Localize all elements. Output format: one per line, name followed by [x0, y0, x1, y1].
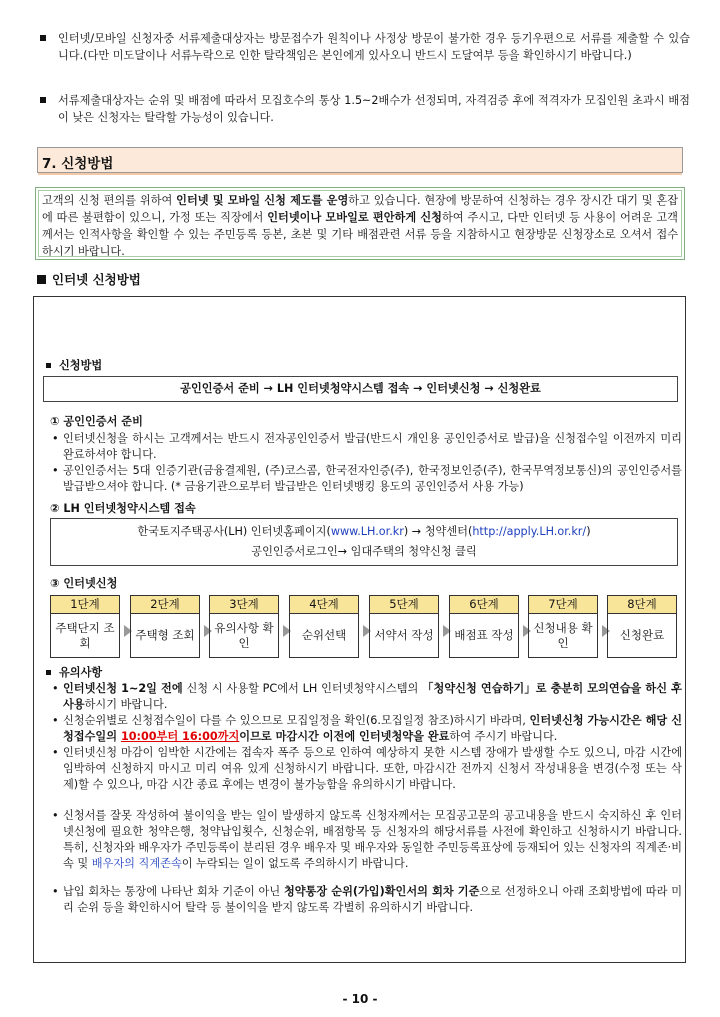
note-2: • 신청순위별로 신청접수일이 다를 수 있으므로 모집일정을 확인(6.모집일정 참조)하시기 바라며, 인터넷신청 가능시간은 해당 신청접수일의 10:00부터 16:00까지이므로 마감시간 이전에 인터넷청약을 완료하여 주시기 바랍니다. [52, 714, 683, 743]
square-bullet-icon [37, 275, 46, 284]
step-7: 7단계 신청내용 확인 [528, 595, 598, 658]
top-bullet-1: 인터넷/모바일 신청자중 서류제출대상자는 방문접수가 원칙이나 사정상 방문이 불가한 경우 등기우편으로 서류를 제출할 수 있습니다.(다만 미도달이나 서류누락으로 인한 탈락책임은 본인에게 있사오니 반드시 도달여부 등을 확인하시기 바랍니다.) [40, 30, 690, 64]
process-flow-box: 공인인증서 준비 → LH 인터넷청약시스템 접속 → 인터넷신청 → 신청완료 [43, 376, 678, 402]
step-4: 4단계 순위선택 [289, 595, 359, 658]
lh-access-box: 한국토지주택공사(LH) 인터넷홈페이지(www.LH.or.kr) → 청약센터(http://apply.LH.or.kr/) 공인인증서로그인→ 임대주택의 청약신청 클릭 [50, 518, 678, 566]
page-number: - 10 - [342, 992, 378, 1006]
step-8: 8단계 신청완료 [607, 595, 677, 658]
step-2: 2단계 주택형 조회 [130, 595, 200, 658]
section-title: 7. 신청방법 [42, 156, 114, 172]
lh-title: ② LH 인터넷청약시스템 접속 [50, 502, 196, 515]
apply-center-link[interactable]: http://apply.LH.or.kr/ [472, 525, 587, 538]
intro-box: 고객의 신청 편의를 위하여 인터넷 및 모바일 신청 제도를 운영하고 있습니다. 현장에 방문하여 신청하는 경우 장시간 대기 및 혼잡에 따른 불편함이 있으니, 가정 또는 직장에서 인터넷이나 모바일로 편안하게 신청하여 주시고, 다만 인터넷 등 사용이 어려운 고객께서는 인적사항을 확인할 수 있는 주민등록 등본, 초본 및 기타 배점관련 서류 등을 지참하시고 현장방문 신청장소로 오셔서 접수하시기 바랍니다. [35, 187, 685, 260]
steps-title: ③ 인터넷신청 [50, 577, 118, 590]
step-5: 5단계 서약서 작성 [369, 595, 439, 658]
lh-homepage-link[interactable]: www.LH.or.kr [330, 525, 404, 538]
note-5: • 납입 회차는 통장에 나타난 회차 기준이 아닌 청약통장 순위(가입)확인서의 회차 기준으로 선정하오니 아래 조회방법에 따라 미리 순위 등을 확인하시어 탈락 등 불이익을 받지 않도록 각별히 유의하시기 바랍니다. [52, 885, 682, 914]
top-bullet-2: 서류제출대상자는 순위 및 배점에 따라서 모집호수의 통상 1.5~2배수가 선정되며, 자격검증 후에 적격자가 모집인원 초과시 배점이 낮은 신청자는 탈락할 가능성이 있습니다. [40, 92, 690, 126]
method-label: 신청방법 [46, 357, 102, 373]
internet-heading: 인터넷 신청방법 [37, 270, 141, 288]
notes-label: 유의사항 [46, 664, 102, 680]
cert-item-2: • 공인인증서는 5대 인증기관(금융결제원, (주)코스콤, 한국전자인증(주), 한국정보인증(주), 한국무역정보통신)의 공인인증서를 발급받으셔야 합니다. (* 금융기관으로부터 발급받은 인터넷뱅킹 용도의 공인인증서 사용 가능) [52, 464, 682, 493]
step-1: 1단계 주택단지 조회 [50, 595, 120, 658]
cert-title: ① 공인인증서 준비 [50, 415, 143, 428]
note-1: • 인터넷신청 1~2일 전에 신청 시 사용할 PC에서 LH 인터넷청약시스템의 「청약신청 연습하기」로 충분히 모의연습을 하신 후 사용하시기 바랍니다. [52, 682, 682, 711]
note-3: • 인터넷신청 마감이 임박한 시간에는 접속자 폭주 등으로 인하여 예상하지 못한 시스템 장애가 발생할 수도 있으니, 마감 시간에 임박하여 신청하지 마시고 미리 여유 있게 신청하시기 바랍니다. 또한, 마감시간 전까지 신청서 작성내용을 변경(수정 또는 삭제)할 수 있으나, 마감 시간 종료 후에는 변경이 불가능함을 유의하시기 바랍니다. [52, 746, 682, 791]
step-3: 3단계 유의사항 확인 [209, 595, 279, 658]
step-6: 6단계 배점표 작성 [449, 595, 519, 658]
note-4: • 신청서를 잘못 작성하여 불이익을 받는 일이 발생하지 않도록 신청자께서는 모집공고문의 공고내용을 반드시 숙지하신 후 인터넷신청에 필요한 청약은행, 청약납입횟수, 신청순위, 배점항목 등 신청자의 해당서류를 사전에 확인하고 신청하시기 바랍니다. 특히, 신청자와 배우자가 주민등록이 분리된 경우 배우자 및 배우자와 동일한 주민등록표상에 등재되어 있는 신청자의 직계존·비속 및 배우자의 직계존속이 누락되는 일이 없도록 주의하시기 바랍니다. [52, 809, 682, 870]
section-header [37, 147, 683, 173]
cert-item-1: • 인터넷신청을 하시는 고객께서는 반드시 전자공인인증서 발급(반드시 개인용 공인인증서로 발급)을 신청접수일 이전까지 미리 완료하셔야 합니다. [52, 432, 682, 461]
